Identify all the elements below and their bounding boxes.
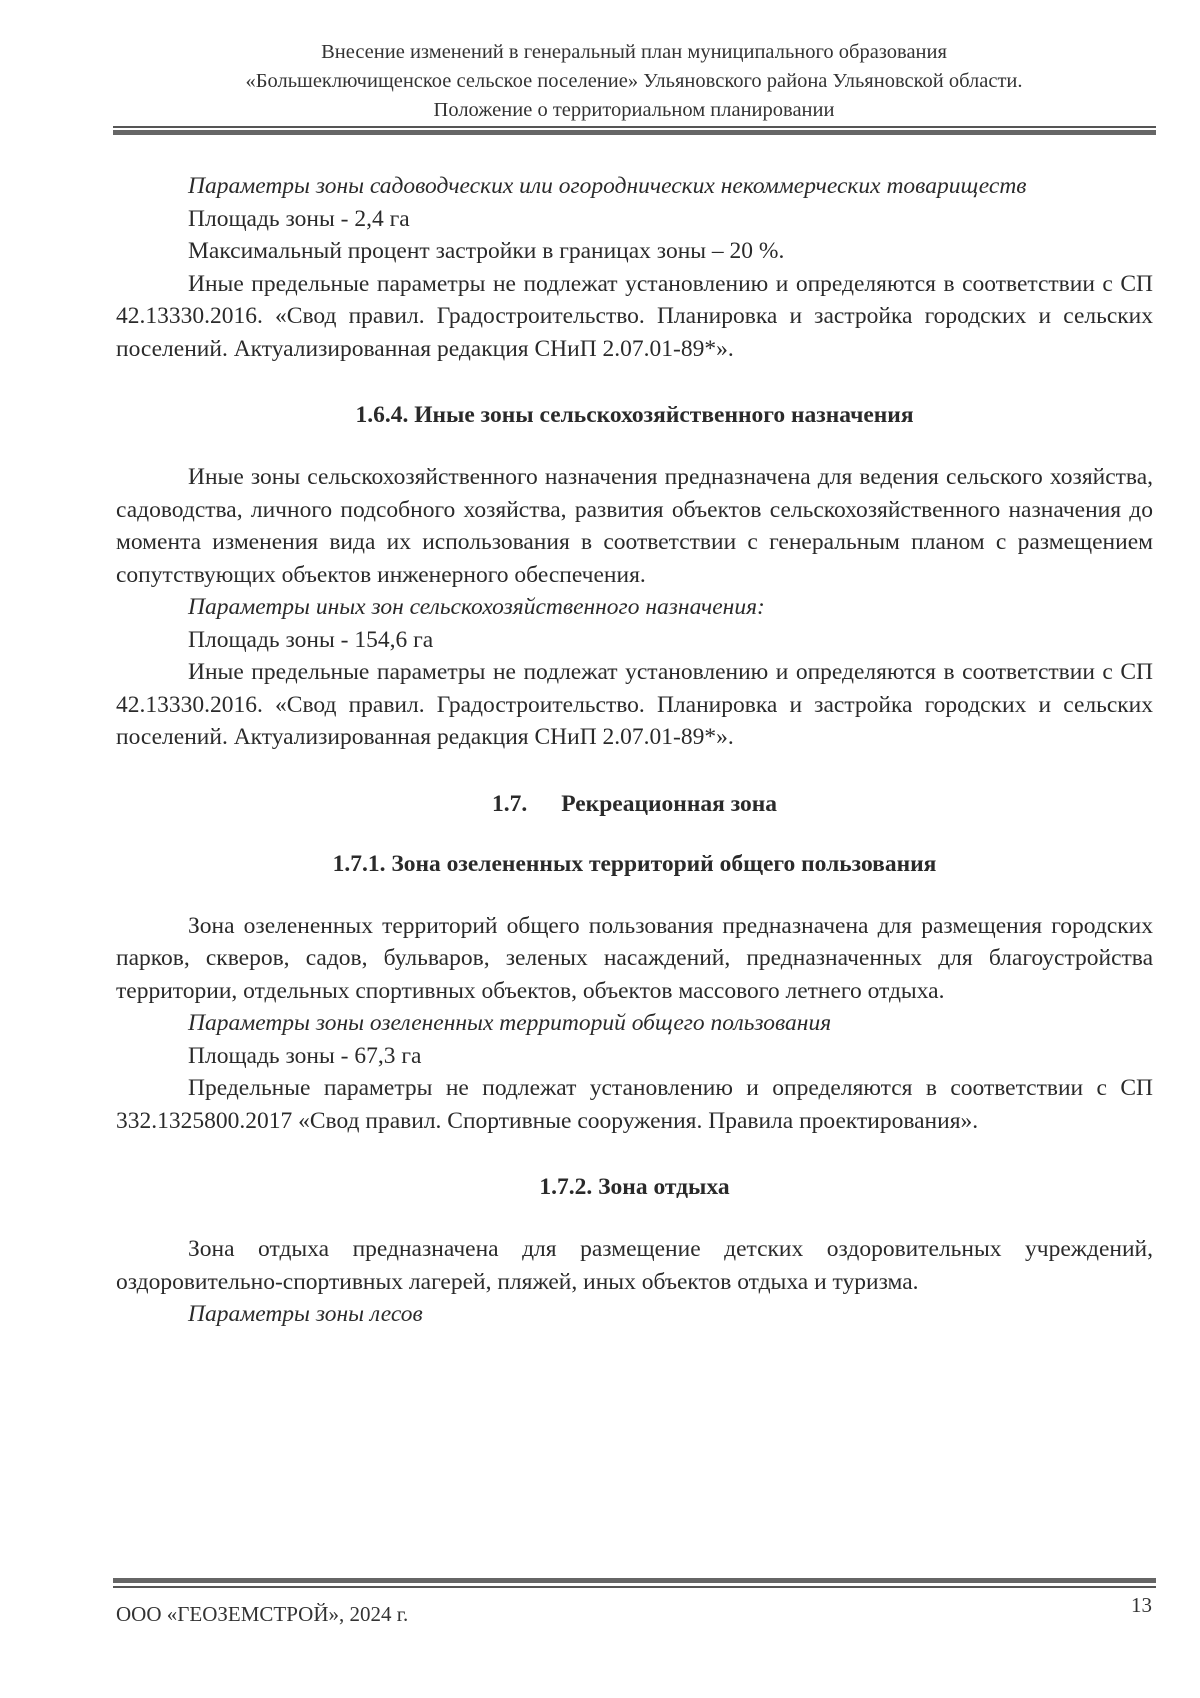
page-header <box>115 38 1153 125</box>
heading-1-7-1: 1.7.1. Зона озелененных территорий общего пользования <box>332 850 937 877</box>
header-line-1: Внесение изменений в генеральный план муниципального образования <box>321 41 947 63</box>
paragraph-forest-params: Параметры зоны лесов <box>188 1301 423 1327</box>
paragraph-green-params: Параметры зоны озелененных территорий общего пользования <box>188 1010 832 1036</box>
paragraph-other-params-1: Иные предельные параметры не подлежат установлению и определяются в соответствии с СП 42.13330.2016. «Свод правил. Градостроительство. Планировка и застройка городских и сельских поселений. Актуализированная редакция СНиП 2.07.01-89*». <box>116 270 1153 362</box>
paragraph-green-zone: Зона озелененных территорий общего пользования предназначена для размещения городских парков, скверов, садов, бульваров, зеленых насаждений, предназначенных для благоустройства территории, отдельных спортивных объектов, объектов массового летнего отдыха. <box>116 912 1153 1004</box>
document-body <box>116 170 1153 1331</box>
heading-1-7-number: 1.7. <box>491 790 528 817</box>
paragraph-area-agri: Площадь зоны - 154,6 га <box>188 626 434 653</box>
paragraph-area-green: Площадь зоны - 67,3 га <box>188 1042 422 1069</box>
paragraph-agri-zones: Иные зоны сельскохозяйственного назначения предназначена для ведения сельского хозяйства, садоводства, личного подсобного хозяйства, развития объектов сельскохозяйственного назначения до момента изменения вида их использования в соответствии с генеральным планом с размещением сопутствующих объектов инженерного обеспечения. <box>116 464 1153 588</box>
footer-company: ООО «ГЕОЗЕМСТРОЙ», 2024 г. <box>116 1602 409 1626</box>
paragraph-rest-zone: Зона отдыха предназначена для размещение детских оздоровительных учреждений, оздоровительно-спортивных лагерей, пляжей, иных объектов отдыха и туризма. <box>116 1236 1153 1295</box>
paragraph-area-garden: Площадь зоны - 2,4 га <box>188 205 410 232</box>
header-rule-thin <box>113 126 1156 128</box>
header-line-2: «Большеключищенское сельское поселение» Ульяновского района Ульяновской области. <box>245 70 1023 92</box>
heading-1-7-2: 1.7.2. Зона отдыха <box>539 1174 730 1200</box>
heading-1-6-4: 1.6.4. Иные зоны сельскохозяйственного назначения <box>355 402 914 428</box>
header-rule-thick <box>113 130 1156 135</box>
header-line-3: Положение о территориальном планировании <box>433 99 835 121</box>
paragraph-garden-params: Параметры зоны садоводческих или огороднических некоммерческих товариществ <box>188 173 1027 199</box>
paragraph-build-percent: Максимальный процент застройки в границах зоны – 20 %. <box>188 238 785 264</box>
footer-rule-thin <box>113 1586 1156 1588</box>
footer-rule-thick <box>113 1578 1156 1583</box>
paragraph-other-params-2: Иные предельные параметры не подлежат установлению и определяются в соответствии с СП 42.13330.2016. «Свод правил. Градостроительство. Планировка и застройка городских и сельских поселений. Актуализированная редакция СНиП 2.07.01-89*». <box>116 659 1153 750</box>
heading-1-7 <box>116 788 1153 820</box>
paragraph-agri-params: Параметры иных зон сельскохозяйственного назначения: <box>188 594 765 620</box>
heading-1-7-title: Рекреационная зона <box>561 790 778 817</box>
paragraph-sport-params: Предельные параметры не подлежат установлению и определяются в соответствии с СП 332.1325800.2017 «Свод правил. Спортивные сооружения. Правила проектирования». <box>116 1075 1153 1134</box>
page-number: 13 <box>1131 1593 1152 1617</box>
